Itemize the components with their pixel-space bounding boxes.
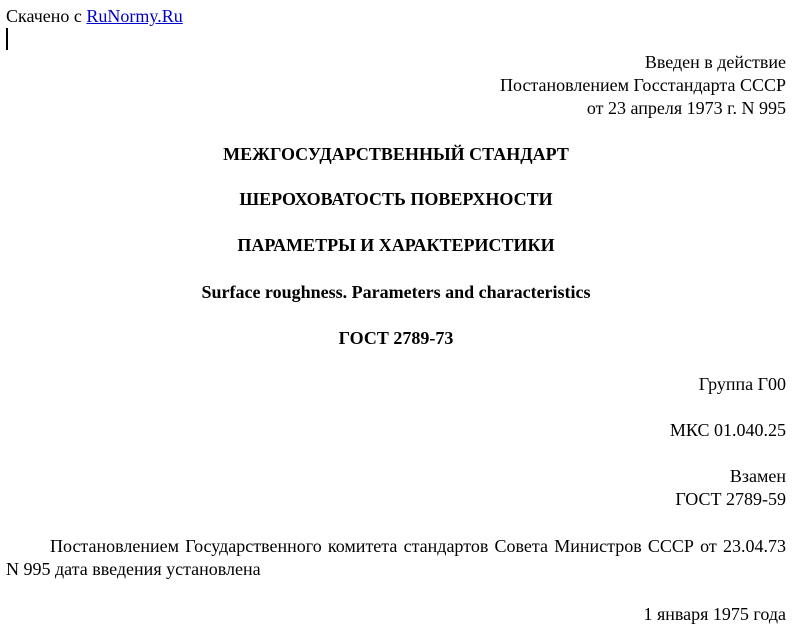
title-english: Surface roughness. Parameters and characteristics	[201, 282, 591, 302]
effective-date: 1 января 1975 года	[643, 604, 786, 624]
download-source-line	[6, 5, 183, 27]
adoption-paragraph-text: Постановлением Государственного комитета стандартов Совета Министров СССР от 23.04.73 N 995 дата введения установлена	[6, 536, 786, 579]
title-heading-2: ПАРАМЕТРЫ И ХАРАКТЕРИСТИКИ	[237, 235, 555, 255]
intro-line-1: Введен в действие	[644, 52, 786, 72]
replaces-label: Взамен	[729, 466, 786, 486]
mks-code: МКС 01.040.25	[669, 420, 786, 440]
adoption-paragraph	[6, 535, 786, 581]
intro-line-3: от 23 апреля 1973 г. N 995	[586, 98, 786, 118]
title-heading-1: ШЕРОХОВАТОСТЬ ПОВЕРХНОСТИ	[239, 189, 553, 209]
replaces-code: ГОСТ 2789-59	[675, 489, 786, 509]
source-link[interactable]: RuNormy.Ru	[86, 6, 183, 26]
standard-code: ГОСТ 2789-73	[338, 328, 454, 348]
download-prefix: Скачено с	[6, 6, 82, 26]
intro-line-2: Постановлением Госстандарта СССР	[500, 75, 786, 95]
standard-type-heading: МЕЖГОСУДАРСТВЕННЫЙ СТАНДАРТ	[223, 144, 569, 164]
group-label: Группа Г00	[698, 374, 786, 394]
text-caret	[6, 28, 8, 50]
